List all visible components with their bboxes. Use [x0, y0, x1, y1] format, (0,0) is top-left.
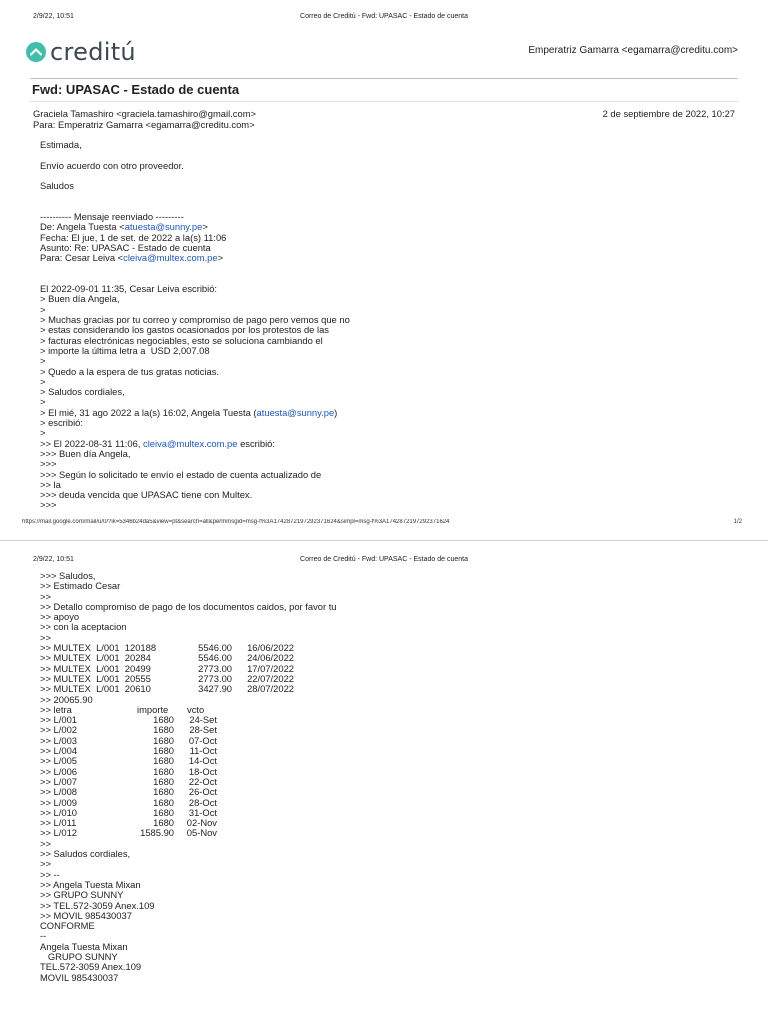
quote-line: >> MOVIL 985430037	[40, 909, 132, 921]
table-header-cell: importe	[137, 703, 169, 715]
email-link[interactable]: atuesta@sunny.pe	[124, 221, 203, 233]
quote-line: > Saludos cordiales,	[40, 386, 125, 398]
table-cell: 24-Set	[189, 714, 217, 726]
brand-bar	[26, 38, 738, 70]
email-body-continued	[40, 571, 728, 983]
quote-line: >> Saludos cordiales,	[40, 848, 131, 860]
table-cell: 11-Oct	[189, 745, 217, 757]
table-cell: 1680	[153, 755, 174, 767]
account-label: Emperatriz Gamarra <egamarra@creditu.com>	[528, 45, 738, 56]
table-cell: >> L/003	[40, 734, 78, 746]
table-cell: 3427.90	[198, 683, 232, 695]
table-cell: 1680	[153, 775, 174, 787]
creditu-logo[interactable]	[26, 38, 136, 66]
creditu-logo-text: creditú	[50, 38, 136, 66]
table-cell: 1680	[153, 745, 174, 757]
greeting: Estimada,	[40, 139, 82, 150]
quote-line: >> Detallo compromiso de pago de los documentos caidos, por favor tu	[40, 600, 337, 612]
forward-to: Para: Cesar Leiva <cleiva@multex.com.pe>	[40, 252, 224, 264]
quote-line: >> --	[40, 868, 60, 880]
quote-line: >>> deuda vencida que UPASAC tiene con Multex.	[40, 489, 253, 501]
closing: Saludos	[40, 180, 74, 192]
table-cell: 07-Oct	[188, 734, 217, 746]
quote-line: >>>	[40, 499, 57, 511]
quote-line: > estas considerando los gastos ocasionados por los protestos de las	[40, 324, 329, 336]
table-cell: >> L/010	[40, 806, 78, 818]
table-row	[40, 798, 728, 808]
table-cell: >> MULTEX L/001 20284	[40, 652, 151, 664]
table-cell: 24/06/2022	[247, 652, 294, 664]
table-row	[40, 777, 728, 787]
table-cell: >> L/009	[40, 796, 78, 808]
table-cell: >> MULTEX L/001 20610	[40, 683, 151, 695]
print-page-2	[0, 540, 768, 1024]
table-cell: >> L/005	[40, 755, 78, 767]
creditu-logo-icon	[26, 42, 46, 62]
print-timestamp: 2/9/22, 10:51	[33, 556, 74, 563]
quote-line: >>	[40, 858, 51, 870]
table-row	[40, 828, 728, 838]
table-cell: >> L/001	[40, 714, 78, 726]
quote-line: >> con la aceptacion	[40, 621, 127, 633]
quote-line: El 2022-09-01 11:35, Cesar Leiva escribió:	[40, 283, 218, 295]
quote-line: >>	[40, 837, 51, 849]
print-header	[33, 13, 735, 25]
body-line: Envío acuerdo con otro proveedor.	[40, 159, 184, 171]
email-meta	[33, 109, 735, 130]
signature-line: MOVIL 985430037	[40, 971, 119, 983]
table-cell: >> L/007	[40, 775, 78, 787]
signature-line: --	[40, 930, 47, 942]
quote-line: > Quedo a la espera de tus gratas noticias.	[40, 365, 220, 377]
table-cell: >> L/012	[40, 827, 78, 839]
table-cell: 22-Oct	[188, 775, 217, 787]
table-row	[40, 767, 728, 777]
table-cell: >> L/011	[40, 817, 77, 829]
email-subject: Fwd: UPASAC - Estado de cuenta	[32, 82, 240, 97]
quote-line: >	[40, 427, 46, 439]
table-cell: 5546.00	[198, 652, 232, 664]
quote-line: >> Estimado Cesar	[40, 580, 121, 592]
table-cell: >> L/008	[40, 786, 78, 798]
signature-line: GRUPO SUNNY	[40, 950, 118, 962]
table-cell: >> L/006	[40, 765, 78, 777]
table-row	[40, 725, 728, 735]
email-date: 2 de septiembre de 2022, 10:27	[602, 108, 735, 119]
table-row	[40, 736, 728, 746]
table-cell: >> MULTEX L/001 120188	[40, 642, 157, 654]
table-cell: 28-Set	[189, 724, 217, 736]
signature-line: Angela Tuesta Mixan	[40, 940, 128, 952]
quote-line: >> Angela Tuesta Mixan	[40, 878, 141, 890]
table-cell: 28-Oct	[188, 796, 217, 808]
table-cell: 18-Oct	[188, 765, 217, 777]
quote-line: >>>	[40, 458, 57, 470]
signature-line: TEL.572-3059 Anex.109	[40, 961, 142, 973]
table-row	[40, 684, 728, 694]
table-cell: >> L/004	[40, 745, 78, 757]
table-cell: 26-Oct	[188, 786, 217, 798]
table-row	[40, 715, 728, 725]
table-cell: 1680	[153, 734, 174, 746]
letra-table-header	[40, 705, 728, 715]
print-timestamp: 2/9/22, 10:51	[33, 13, 74, 20]
quote-line: >	[40, 355, 46, 367]
table-cell: 2773.00	[198, 662, 232, 674]
header-divider	[30, 78, 738, 79]
letra-table	[40, 715, 728, 839]
total-line: >> 20065.90	[40, 693, 93, 705]
table-row	[40, 808, 728, 818]
table-cell: 5546.00	[198, 642, 232, 654]
table-cell: 1585.90	[140, 827, 174, 839]
quote-line: > facturas electrónicas negociables, esto se soluciona cambiando el	[40, 334, 323, 346]
quote-line: >>	[40, 590, 51, 602]
quote-line: >> El 2022-08-31 11:06, cleiva@multex.com.pe escribió:	[40, 437, 275, 449]
print-doc-title: Correo de Creditú - Fwd: UPASAC - Estado de cuenta	[300, 556, 468, 563]
email-link[interactable]: cleiva@multex.com.pe	[143, 437, 238, 449]
quote-line: >>> Saludos,	[40, 570, 96, 581]
quote-line: >	[40, 396, 46, 408]
page-number: 1/2	[733, 519, 742, 525]
table-cell: 28/07/2022	[247, 683, 294, 695]
table-cell: 02-Nov	[186, 817, 217, 829]
quote-line: > El mié, 31 ago 2022 a la(s) 16:02, Angela Tuesta (atuesta@sunny.pe)	[40, 406, 338, 418]
table-cell: 16/06/2022	[247, 642, 294, 654]
table-cell: 2773.00	[198, 672, 232, 684]
quote-line: > escribió:	[40, 417, 83, 429]
quote-line: >> GRUPO SUNNY	[40, 889, 124, 901]
quote-line: >> apoyo	[40, 611, 80, 623]
forward-subject: Asunto: Re: UPASAC - Estado de cuenta	[40, 241, 211, 253]
quote-line: >	[40, 375, 46, 387]
email-link[interactable]: atuesta@sunny.pe	[256, 406, 335, 418]
quote-line: >>	[40, 631, 51, 643]
table-header-cell: >> letra	[40, 703, 72, 715]
email-body	[40, 140, 728, 511]
email-link[interactable]: cleiva@multex.com.pe	[123, 252, 218, 264]
table-cell: 1680	[153, 817, 174, 829]
table-cell: >> MULTEX L/001 20555	[40, 672, 151, 684]
table-cell: 1680	[153, 786, 174, 798]
table-cell: 1680	[153, 796, 174, 808]
table-cell: 31-Oct	[188, 806, 217, 818]
table-row	[40, 787, 728, 797]
email-to: Para: Emperatriz Gamarra <egamarra@creditu.com>	[33, 118, 255, 130]
table-row	[40, 746, 728, 756]
table-cell: 22/07/2022	[247, 672, 294, 684]
quote-line: > Muchas gracias por tu correo y compromiso de pago pero vemos que no	[40, 314, 350, 326]
table-cell: 14-Oct	[188, 755, 217, 767]
quote-line: >> la	[40, 478, 61, 490]
table-cell: 1680	[153, 714, 174, 726]
table-cell: 1680	[153, 806, 174, 818]
conforme-line: CONFORME	[40, 920, 95, 932]
print-url: https://mail.google.com/mail/u/0/?ik=5346b24da5&view=pt&search=all&permmsgid=msg-f%3A1742872197292371624&simpl=msg-f%3A1742872197292371624	[22, 519, 450, 525]
subject-divider	[30, 101, 738, 102]
print-header	[33, 556, 735, 568]
forward-date: Fecha: El jue, 1 de set. de 2022 a la(s) 11:06	[40, 231, 227, 243]
table-cell: 05-Nov	[186, 827, 217, 839]
quote-line: > importe la última letra a USD 2,007.08	[40, 344, 210, 356]
table-cell: 17/07/2022	[247, 662, 294, 674]
table-cell: >> MULTEX L/001 20499	[40, 662, 151, 674]
email-from: Graciela Tamashiro <graciela.tamashiro@gmail.com>	[33, 108, 256, 119]
table-cell: >> L/002	[40, 724, 78, 736]
table-header-cell: vcto	[187, 703, 205, 715]
forward-from: De: Angela Tuesta <atuesta@sunny.pe>	[40, 221, 208, 233]
forward-header: ---------- Mensaje reenviado ---------	[40, 211, 184, 223]
quote-line: >>> Buen día Angela,	[40, 447, 131, 459]
quote-line: >>> Según lo solicitado te envío el estado de cuenta actualizado de	[40, 468, 322, 480]
multex-table	[40, 643, 728, 694]
table-row	[40, 756, 728, 766]
quote-line: >> TEL.572-3059 Anex.109	[40, 899, 155, 911]
quote-line: >	[40, 303, 46, 315]
table-cell: 1680	[153, 724, 174, 736]
table-cell: 1680	[153, 765, 174, 777]
quote-line: > Buen día Angela,	[40, 293, 120, 305]
print-doc-title: Correo de Creditú - Fwd: UPASAC - Estado de cuenta	[300, 13, 468, 20]
